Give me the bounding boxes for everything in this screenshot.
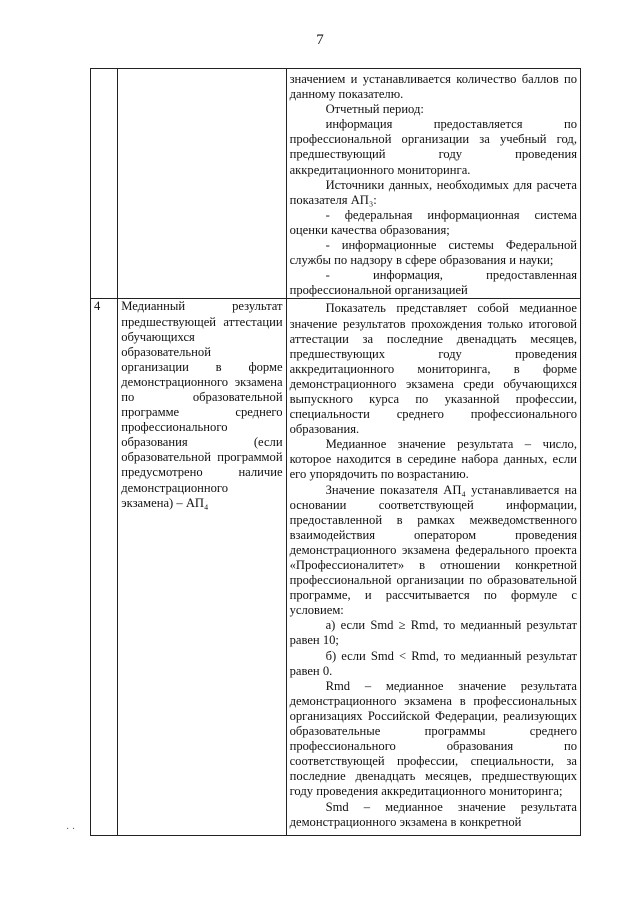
table-row <box>91 299 581 836</box>
margin-mark: · · <box>66 824 76 835</box>
indicator-name-line: образовательной программой <box>121 450 283 465</box>
description-paragraph: значением и устанавливается количество баллов по данному показателю. <box>289 72 577 102</box>
description-paragraph: - федеральная информационная система оценки качества образования; <box>289 207 577 237</box>
description-paragraph: информация предоставляется по профессиональной организации за учебный год, предшествующий году проведения аккредитационного мониторинга. <box>289 117 577 177</box>
indicator-name-line: экзамена) – АП₄ <box>121 495 209 510</box>
indicator-name-line: программе среднего <box>121 405 283 420</box>
description-paragraph: Значение показателя АП₄ устанавливается на основании соответствующей информации, предоставленной в рамках межведомственного взаимодействия оператором проведения демонстрационного экзамена федерального проекта «Профессионалитет» в отношении конкретной профессиональной организации по образовательной программе, и рассчитывается по формуле с условием: <box>289 482 577 618</box>
description-paragraph: Отчетный период: <box>325 102 424 117</box>
row-number-cell: 4 <box>91 299 118 836</box>
indicator-name-line: предшествующей аттестации <box>121 314 283 329</box>
indicator-name-line: демонстрационного <box>121 480 229 495</box>
description-paragraph: а) если Smd ≥ Rmd, то медианный результат равен 10; <box>289 618 577 648</box>
indicator-name-line: образовательной <box>121 344 211 359</box>
indicator-name-line: предусмотрено наличие <box>121 465 283 480</box>
description-paragraph: Rmd – медианное значение результата демонстрационного экзамена в профессиональных организациях Российской Федерации, реализующих образовательные программы среднего профессионального образования по соответствующей профессии, специальности, за последние двенадцать месяцев, предшествующих году проведения аккредитационного мониторинга; <box>289 678 577 799</box>
description-paragraph: б) если Smd < Rmd, то медианный результат равен 0. <box>289 648 577 678</box>
description-paragraph: - информация, предоставленная профессиональной организацией <box>289 268 577 298</box>
row-number-cell <box>91 69 118 299</box>
table-row <box>91 69 581 299</box>
description-paragraph: Медианное значение результата – число, которое находится в середине набора данных, если его упорядочить по возрастанию. <box>289 437 577 482</box>
indicator-name-line: профессионального <box>121 420 228 435</box>
indicator-name-line: демонстрационного экзамена <box>121 374 283 389</box>
indicator-name-cell <box>118 69 286 299</box>
indicator-name-cell <box>118 299 286 836</box>
indicator-description-cell <box>286 69 580 299</box>
indicator-table <box>90 68 581 836</box>
indicator-name-line: обучающихся <box>121 329 195 344</box>
description-paragraph: Показатель представляет собой медианное значение результатов прохождения только итоговой аттестации за последние двенадцать месяцев, предшествующих году проведения аккредитационного мониторинга, в форме демонстрационного экзамена среди обучающихся выпускного курса по указанной профессии, специальности среднего профессионального образования. <box>289 301 577 437</box>
indicator-name-line: по образовательной <box>121 389 283 404</box>
indicator-description-cell <box>286 299 580 836</box>
description-paragraph: Smd – медианное значение результата демонстрационного экзамена в конкретной <box>289 799 577 829</box>
page-number: 7 <box>316 32 324 48</box>
indicator-name-line: Медианный результат <box>121 299 283 314</box>
indicator-name-line: образования (если <box>121 435 283 450</box>
description-paragraph: Источники данных, необходимых для расчета показателя АП₃: <box>289 177 577 207</box>
description-paragraph: - информационные системы Федеральной службы по надзору в сфере образования и науки; <box>289 238 577 268</box>
indicator-name-line: организации в форме <box>121 359 283 374</box>
